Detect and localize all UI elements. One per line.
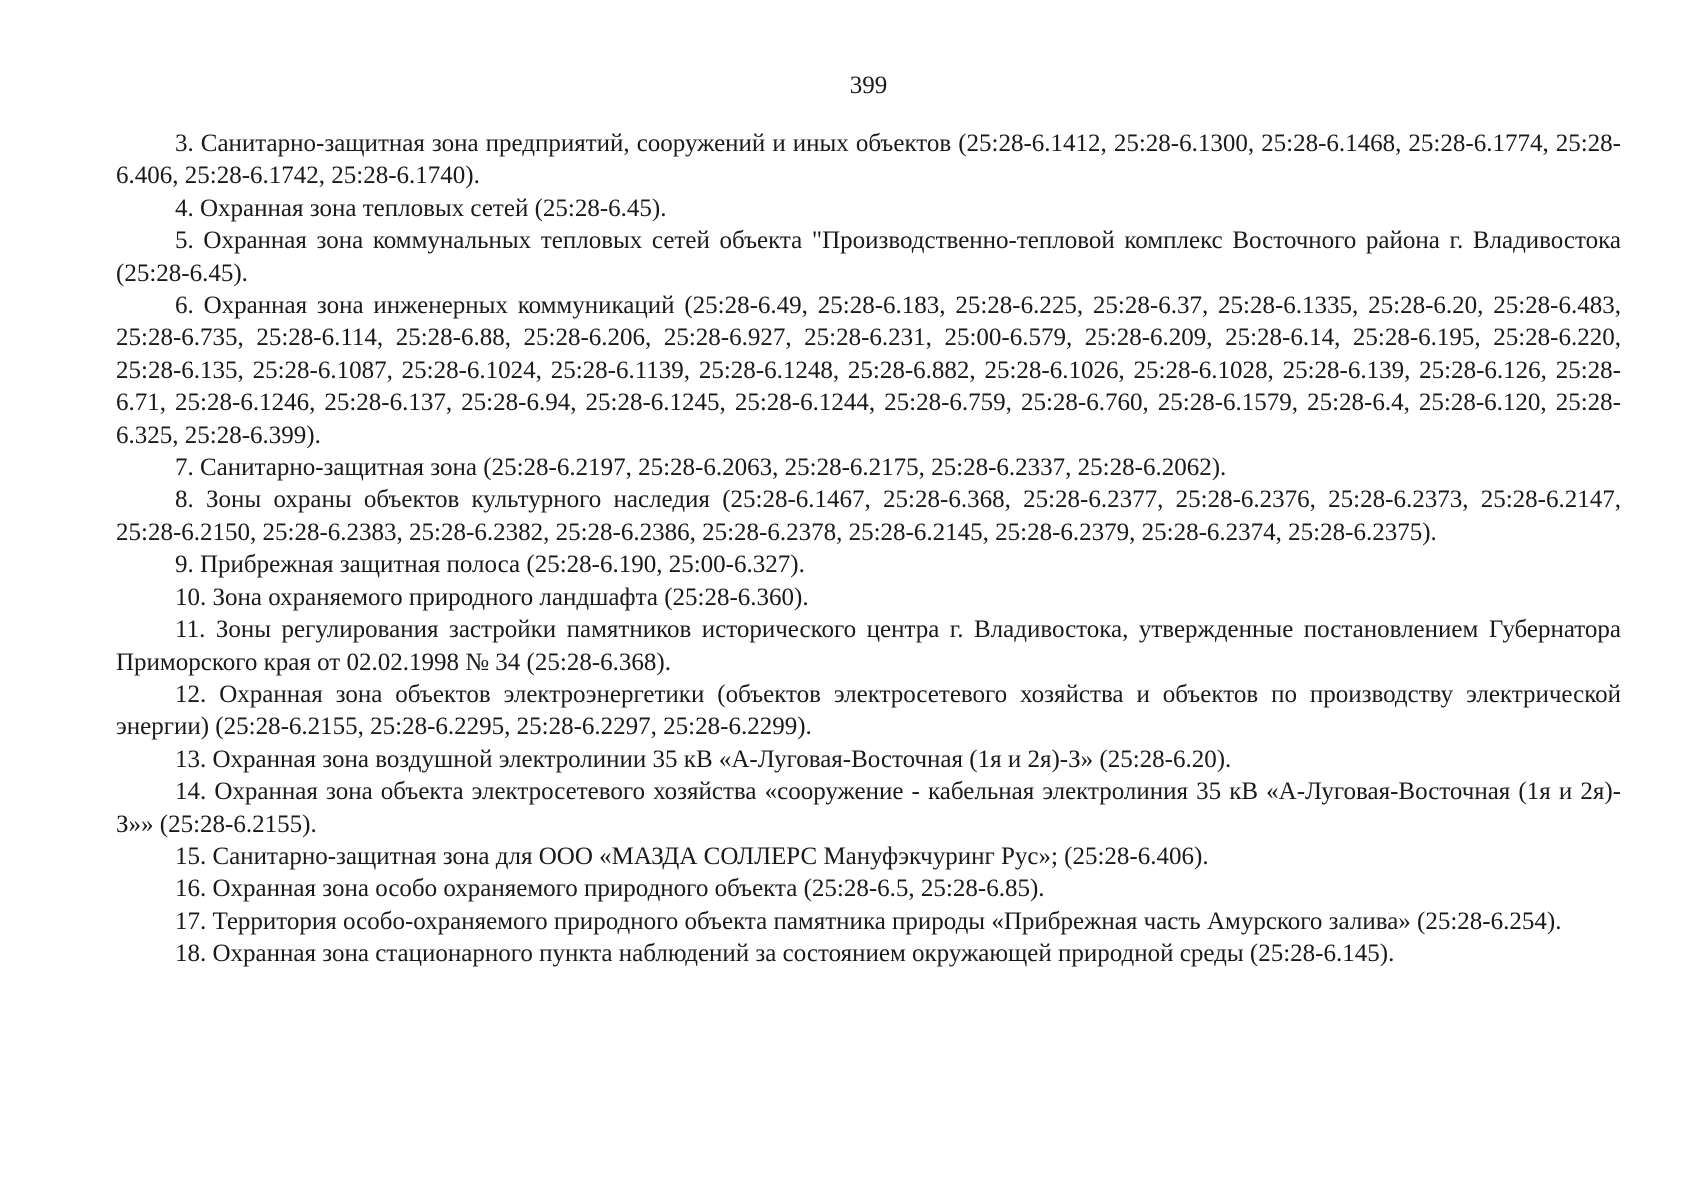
list-item: 12. Охранная зона объектов электроэнергетики (объектов электросетевого хозяйства и объектов по производству электрической энергии) (25:28-6.2155, 25:28-6.2295, 25:28-6.2297, 25:28-6.2299). xyxy=(116,680,1621,741)
list-item: 3. Санитарно-защитная зона предприятий, сооружений и иных объектов (25:28-6.1412, 25:28-6.1300, 25:28-6.1468, 25:28-6.1774, 25:28-6.406, 25:28-6.1742, 25:28-6.1740). xyxy=(116,130,1621,190)
list-item: 18. Охранная зона стационарного пункта наблюдений за состоянием окружающей природной среды (25:28-6.145). xyxy=(175,940,1395,968)
list-item: 7. Санитарно-защитная зона (25:28-6.2197, 25:28-6.2063, 25:28-6.2175, 25:28-6.2337, 25:28-6.2062). xyxy=(175,454,1227,482)
list-item: 17. Территория особо-охраняемого природного объекта памятника природы «Прибрежная часть Амурского залива» (25:28-6.254). xyxy=(175,907,1562,935)
list-item: 10. Зона охраняемого природного ландшафта (25:28-6.360). xyxy=(175,583,809,611)
list-item: 14. Охранная зона объекта электросетевого хозяйства «сооружение - кабельная электролиния 35 кВ «А-Луговая-Восточная (1я и 2я)-З»» (25:28-6.2155). xyxy=(116,778,1621,838)
list-item: 13. Охранная зона воздушной электролинии 35 кВ «А-Луговая-Восточная (1я и 2я)-З» (25:28-6.20). xyxy=(175,745,1232,773)
list-item: 8. Зоны охраны объектов культурного наследия (25:28-6.1467, 25:28-6.368, 25:28-6.2377, 25:28-6.2376, 25:28-6.2373, 25:28-6.2147, 25:28-6.2150, 25:28-6.2383, 25:28-6.2382, 25:28-6.2386, 25:28-6.2378, 25:28-6.2145, 25:28-6.2379, 25:28-6.2374, 25:28-6.2375). xyxy=(116,486,1621,546)
list-item: 5. Охранная зона коммунальных тепловых сетей объекта "Производственно-тепловой комплекс Восточного района г. Владивостока (25:28-6.45). xyxy=(116,227,1621,287)
page-number: 399 xyxy=(849,72,888,99)
list-item: 9. Прибрежная защитная полоса (25:28-6.190, 25:00-6.327). xyxy=(175,551,805,579)
list-item: 6. Охранная зона инженерных коммуникаций (25:28-6.49, 25:28-6.183, 25:28-6.225, 25:28-6.37, 25:28-6.1335, 25:28-6.20, 25:28-6.483, 25:28-6.735, 25:28-6.114, 25:28-6.88, 25:28-6.206, 25:28-6.927, 25:28-6.231, 25:00-6.579, 25:28-6.209, 25:28-6.14, 25:28-6.195, 25:28-6.220, 25:28-6.135, 25:28-6.1087, 25:28-6.1024, 25:28-6.1139, 25:28-6.1248, 25:28-6.882, 25:28-6.1026, 25:28-6.1028, 25:28-6.139, 25:28-6.126, 25:28-6.71, 25:28-6.1246, 25:28-6.137, 25:28-6.94, 25:28-6.1245, 25:28-6.1244, 25:28-6.759, 25:28-6.760, 25:28-6.1579, 25:28-6.4, 25:28-6.120, 25:28-6.325, 25:28-6.399). xyxy=(116,292,1621,449)
document-body xyxy=(116,128,1621,971)
list-item: 4. Охранная зона тепловых сетей (25:28-6.45). xyxy=(175,194,667,222)
list-item: 15. Санитарно-защитная зона для ООО «МАЗДА СОЛЛЕРС Мануфэкчуринг Рус»; (25:28-6.406). xyxy=(175,842,1209,870)
list-item: 11. Зоны регулирования застройки памятников исторического центра г. Владивостока, утвержденные постановлением Губернатора Приморского края от 02.02.1998 № 34 (25:28-6.368). xyxy=(116,616,1621,676)
list-item: 16. Охранная зона особо охраняемого природного объекта (25:28-6.5, 25:28-6.85). xyxy=(175,875,1045,903)
